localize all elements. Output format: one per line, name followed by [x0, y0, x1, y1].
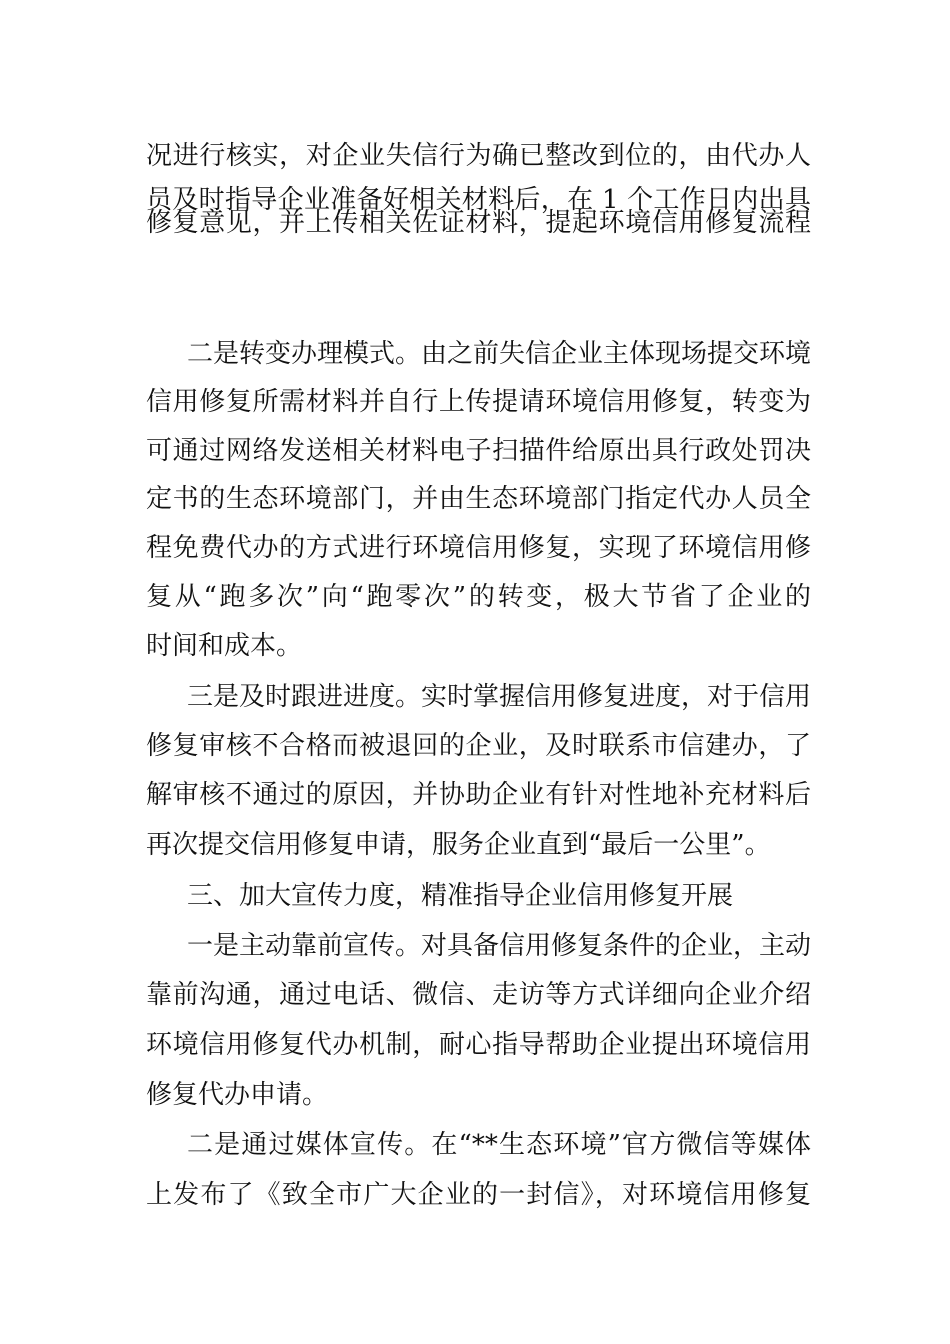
text-line: 员及时指导企业准备好相关材料后，在 1 个工作日内出具 — [146, 185, 811, 215]
text-line: 解审核不通过的原因，并协助企业有针对性地补充材料后 — [146, 780, 811, 810]
paragraph-last-line: 修复代办申请。 — [146, 1080, 329, 1110]
paragraph-last-line: 时间和成本。 — [146, 631, 303, 661]
text-line: 程免费代办的方式进行环境信用修复，实现了环境信用修 — [146, 533, 811, 563]
text-line: 况进行核实，对企业失信行为确已整改到位的，由代办人 — [146, 141, 811, 171]
text-line: 可通过网络发送相关材料电子扫描件给原出具行政处罚决 — [146, 436, 811, 466]
text-line: 环境信用修复代办机制，耐心指导帮助企业提出环境信用 — [146, 1030, 811, 1060]
text-line: 修复审核不合格而被退回的企业，及时联系市信建办，了 — [146, 731, 811, 761]
text-line: 上发布了《致全市广大企业的一封信》，对环境信用修复 — [146, 1180, 811, 1210]
paragraph-first-line: 一是主动靠前宣传。对具备信用修复条件的企业，主动 — [187, 931, 812, 961]
section-heading: 三、加大宣传力度，精准指导企业信用修复开展 — [187, 881, 734, 911]
paragraph-first-line: 二是转变办理模式。由之前失信企业主体现场提交环境 — [187, 339, 812, 369]
text-line: 复从“跑多次”向“跑零次”的转变，极大节省了企业的 — [146, 582, 811, 612]
paragraph-last-line: 再次提交信用修复申请，服务企业直到“最后一公里”。 — [146, 830, 771, 860]
text-line: 修复意见，并上传相关佐证材料，提起环境信用修复流程 — [146, 208, 811, 238]
paragraph-first-line: 三是及时跟进进度。实时掌握信用修复进度，对于信用 — [187, 682, 812, 712]
text-line: 定书的生态环境部门，并由生态环境部门指定代办人员全 — [146, 484, 811, 514]
text-line: 信用修复所需材料并自行上传提请环境信用修复，转变为 — [146, 387, 811, 417]
paragraph-first-line: 二是通过媒体宣传。在“**生态环境”官方微信等媒体 — [187, 1130, 811, 1160]
text-line: 靠前沟通，通过电话、微信、走访等方式详细向企业介绍 — [146, 980, 811, 1010]
